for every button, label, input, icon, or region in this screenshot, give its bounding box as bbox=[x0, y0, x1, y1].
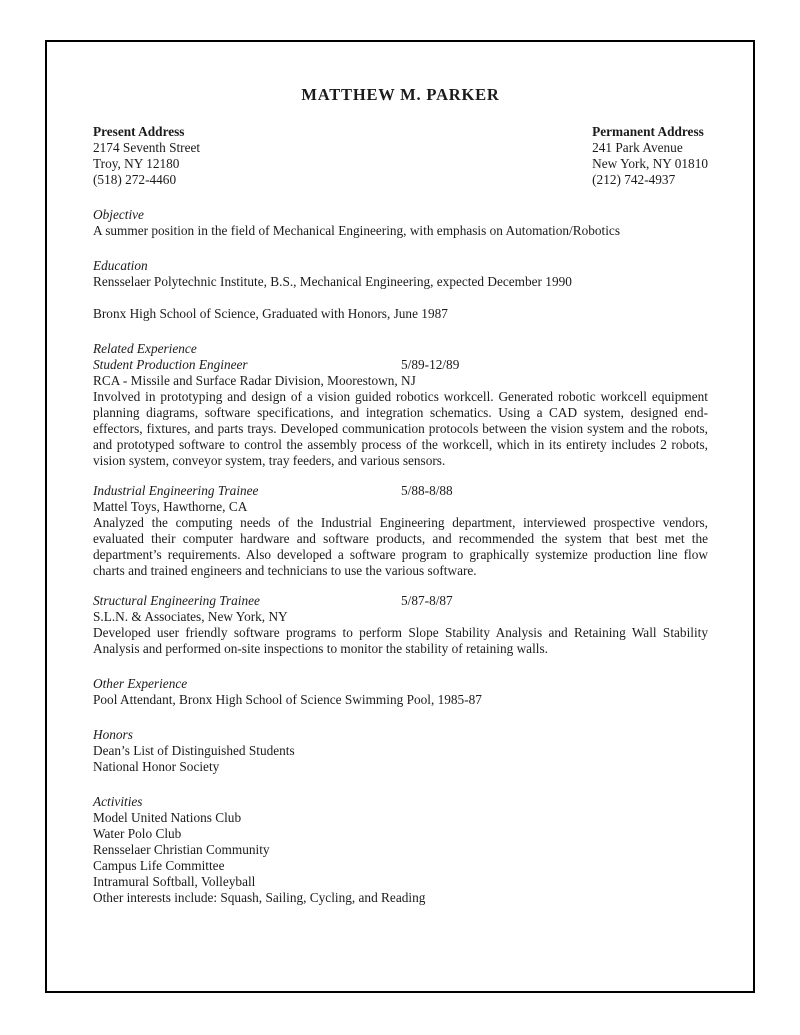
education-item: Rensselaer Polytechnic Institute, B.S., Mechanical Engineering, expected December 1990 bbox=[93, 274, 572, 289]
job-title-row bbox=[93, 483, 708, 499]
job-dates: 5/89-12/89 bbox=[401, 357, 460, 372]
job-dates: 5/88-8/88 bbox=[401, 483, 453, 498]
section-activities bbox=[93, 794, 708, 906]
present-address-heading: Present Address bbox=[93, 124, 185, 139]
section-heading: Education bbox=[93, 258, 148, 273]
activity-item: Campus Life Committee bbox=[93, 858, 225, 873]
objective-text: A summer position in the field of Mechanical Engineering, with emphasis on Automation/Robotics bbox=[93, 223, 620, 238]
section-heading: Honors bbox=[93, 727, 133, 742]
section-heading: Related Experience bbox=[93, 341, 197, 356]
resume-name: MATTHEW M. PARKER bbox=[301, 85, 500, 104]
section-other-experience bbox=[93, 676, 708, 708]
honors-item: Dean’s List of Distinguished Students bbox=[93, 743, 295, 758]
activity-item: Other interests include: Squash, Sailing, Cycling, and Reading bbox=[93, 890, 426, 905]
other-experience-text: Pool Attendant, Bronx High School of Science Swimming Pool, 1985-87 bbox=[93, 692, 482, 707]
section-education bbox=[93, 258, 708, 322]
job-employer: S.L.N. & Associates, New York, NY bbox=[93, 609, 288, 624]
address-line: Troy, NY 12180 bbox=[93, 156, 180, 171]
address-block bbox=[93, 124, 708, 188]
job-description: Developed user friendly software programs to perform Slope Stability Analysis and Retaining Wall Stability Analysis and performed on-site inspections to monitor the stability of retaining walls. bbox=[93, 625, 708, 656]
education-item: Bronx High School of Science, Graduated with Honors, June 1987 bbox=[93, 306, 448, 321]
job-title-row bbox=[93, 357, 708, 373]
job-description: Analyzed the computing needs of the Industrial Engineering department, interviewed prospective vendors, evaluated their computer hardware and software products, and recommended the system that best met the department’s requirements. Also developed a software program to graphically systemize production line flow charts and trained engineers and technicians to use the various software. bbox=[93, 515, 708, 578]
section-honors bbox=[93, 727, 708, 775]
address-line: (212) 742-4937 bbox=[592, 172, 676, 187]
job-entry bbox=[93, 357, 708, 469]
activity-item: Intramural Softball, Volleyball bbox=[93, 874, 256, 889]
honors-item: National Honor Society bbox=[93, 759, 220, 774]
section-heading: Other Experience bbox=[93, 676, 188, 691]
section-related-experience bbox=[93, 341, 708, 657]
job-description: Involved in prototyping and design of a vision guided robotics workcell. Generated robotic workcell equipment planning diagrams, software specifications, and integration schematics. Using a CAD system, designed end-effectors, fixtures, and parts trays. Developed communication protocols between the vision system and the robots, and prototyped software to control the assembly process of the workcell, which in its entirety includes 2 robots, vision system, conveyor system, tray feeders, and various sensors. bbox=[93, 389, 708, 468]
section-heading: Objective bbox=[93, 207, 144, 222]
job-employer: RCA - Missile and Surface Radar Division, Moorestown, NJ bbox=[93, 373, 416, 388]
job-title: Student Production Engineer bbox=[93, 357, 248, 372]
permanent-address-heading: Permanent Address bbox=[592, 124, 704, 139]
permanent-address bbox=[592, 124, 708, 188]
activity-item: Rensselaer Christian Community bbox=[93, 842, 270, 857]
address-line: 2174 Seventh Street bbox=[93, 140, 201, 155]
activity-item: Model United Nations Club bbox=[93, 810, 242, 825]
section-objective bbox=[93, 207, 708, 239]
job-title-row bbox=[93, 593, 708, 609]
job-entry bbox=[93, 483, 708, 579]
section-heading: Activities bbox=[93, 794, 143, 809]
address-line: New York, NY 01810 bbox=[592, 156, 708, 171]
job-employer: Mattel Toys, Hawthorne, CA bbox=[93, 499, 248, 514]
job-dates: 5/87-8/87 bbox=[401, 593, 453, 608]
address-line: (518) 272-4460 bbox=[93, 172, 177, 187]
activity-item: Water Polo Club bbox=[93, 826, 182, 841]
job-entry bbox=[93, 593, 708, 657]
resume-page-border bbox=[45, 40, 755, 993]
job-title: Structural Engineering Trainee bbox=[93, 593, 260, 608]
present-address bbox=[93, 124, 200, 188]
job-title: Industrial Engineering Trainee bbox=[93, 483, 259, 498]
address-line: 241 Park Avenue bbox=[592, 140, 683, 155]
